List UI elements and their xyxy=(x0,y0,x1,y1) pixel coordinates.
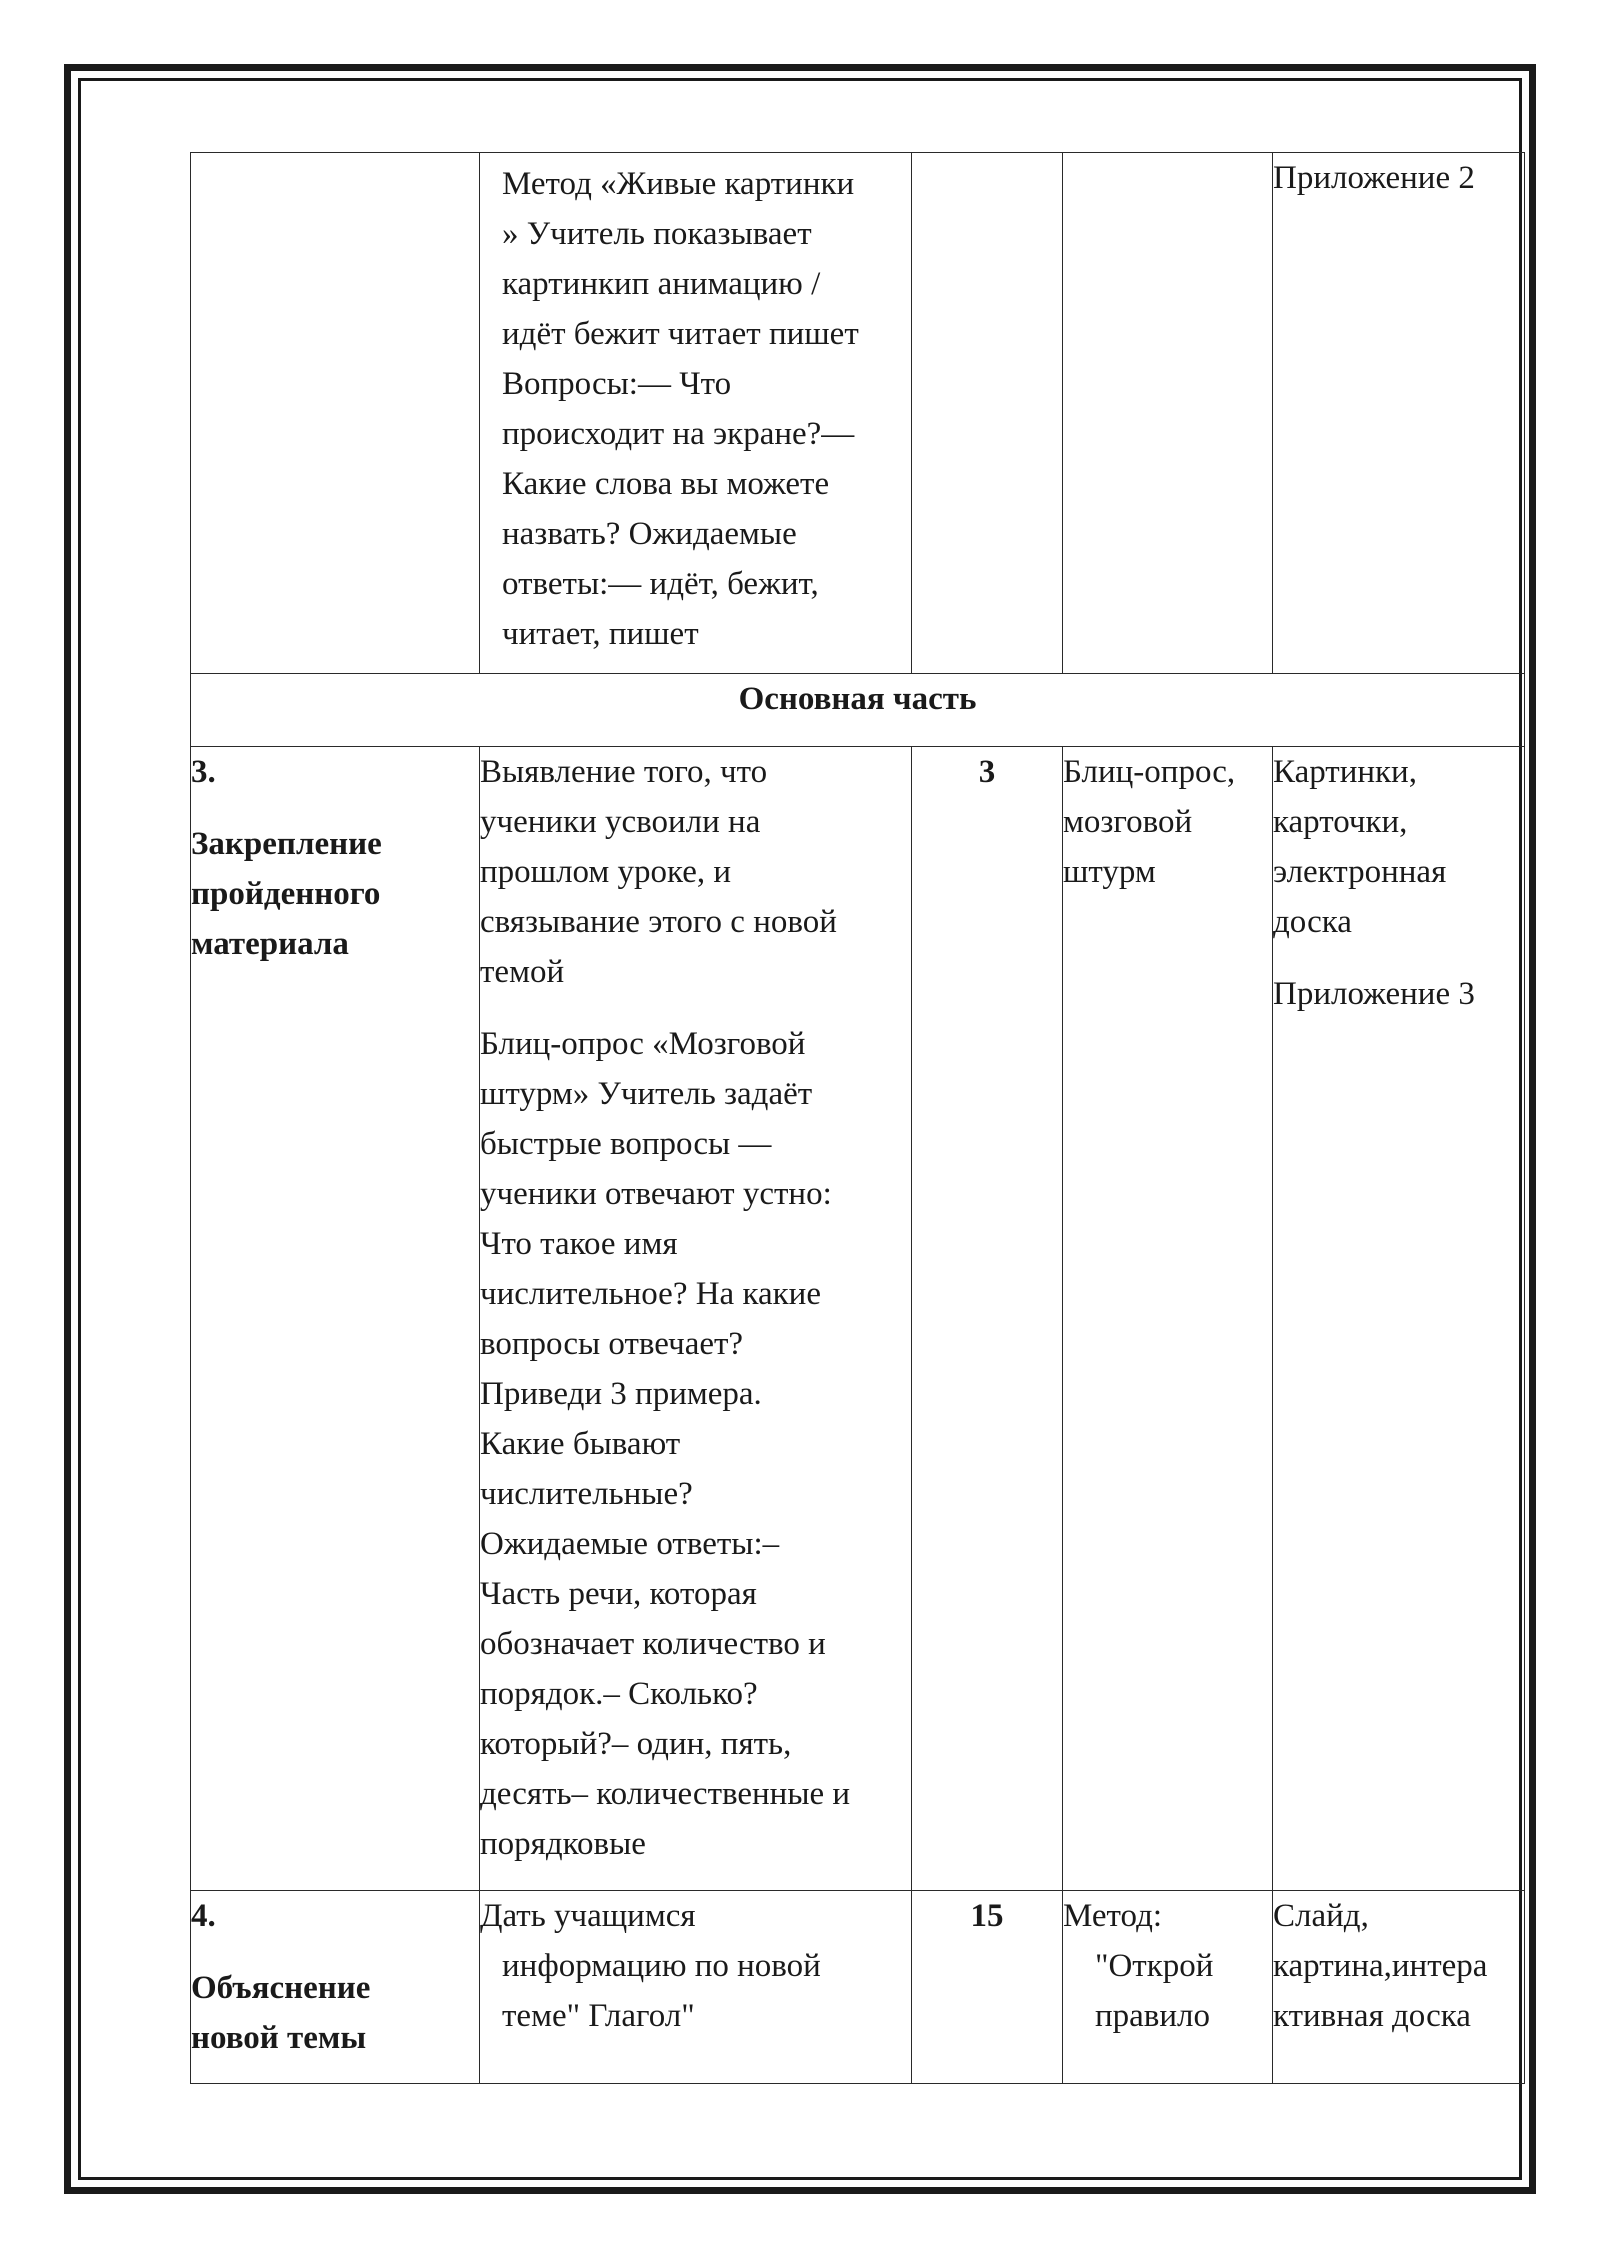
text-line: карточки, xyxy=(1273,804,1408,840)
text-line: Вопросы:— Что xyxy=(502,366,732,402)
resources-cell xyxy=(1273,153,1525,674)
text-line: штурм» Учитель задаёт xyxy=(480,1076,813,1112)
text-line: штурм xyxy=(1063,854,1156,890)
stage-cell xyxy=(191,1891,480,2084)
time-value: 15 xyxy=(970,1898,1004,1934)
text-line: который?– один, пять, xyxy=(480,1726,792,1762)
text-line: порядок.– Сколько? xyxy=(480,1676,758,1712)
section-header-row xyxy=(191,674,1525,747)
goal-text xyxy=(480,747,911,997)
text-line: электронная xyxy=(1273,854,1447,890)
table-row-4 xyxy=(191,1891,1525,2084)
stage-title-line: Объяснение xyxy=(191,1970,371,2006)
text-line: правило xyxy=(1095,1998,1211,2034)
text-line: Слайд, xyxy=(1273,1898,1369,1934)
text-line: картинкип анимацию / xyxy=(502,266,821,302)
table-row-intro xyxy=(191,153,1525,674)
text-line: Метод «Живые картинки xyxy=(502,166,855,202)
stage-number: 4. xyxy=(191,1898,216,1934)
appendix-label: Приложение 3 xyxy=(1273,976,1475,1012)
text-line: быстрые вопросы — xyxy=(480,1126,772,1162)
method-cell xyxy=(1063,747,1273,1891)
text-line: десять– количественные и xyxy=(480,1776,851,1812)
stage-cell-empty xyxy=(191,153,480,674)
table-row-3 xyxy=(191,747,1525,1891)
text-line: читает, пишет xyxy=(502,616,699,652)
text-line: Ожидаемые ответы:– xyxy=(480,1526,780,1562)
text-line: обозначает количество и xyxy=(480,1626,826,1662)
text-line: вопросы отвечает? xyxy=(480,1326,744,1362)
text-line: Какие бывают xyxy=(480,1426,681,1462)
text-line: числительные? xyxy=(480,1476,693,1512)
method-cell-empty xyxy=(1063,153,1273,674)
resources-cell xyxy=(1273,1891,1525,2084)
text-line: "Открой xyxy=(1095,1948,1214,1984)
text-line: Приведи 3 примера. xyxy=(480,1376,762,1412)
text-line: » Учитель показывает xyxy=(502,216,812,252)
text-line: информацию по новой xyxy=(502,1948,821,1984)
text-line: ктивная доска xyxy=(1273,1998,1471,2034)
text-line: Блиц-опрос, xyxy=(1063,754,1236,790)
text-line: Дать учащимся xyxy=(480,1898,696,1934)
text-line: ученики отвечают устно: xyxy=(480,1176,832,1212)
text-line: назвать? Ожидаемые xyxy=(502,516,797,552)
text-line: Какие слова вы можете xyxy=(502,466,830,502)
stage-title-line: материала xyxy=(191,926,349,962)
text-line: ответы:— идёт, бежит, xyxy=(502,566,819,602)
text-line: мозговой xyxy=(1063,804,1193,840)
text-line: происходит на экране?— xyxy=(502,416,855,452)
activity-cell xyxy=(480,747,912,1891)
activity-cell xyxy=(480,153,912,674)
text-line: Выявление того, что xyxy=(480,754,768,790)
text-line: темой xyxy=(480,954,565,990)
time-cell xyxy=(912,747,1063,1891)
section-title: Основная часть xyxy=(191,674,1525,747)
stage-title-line: Закрепление xyxy=(191,826,382,862)
text-line: прошлом уроке, и xyxy=(480,854,732,890)
text-line: ученики усвоили на xyxy=(480,804,761,840)
text-line: идёт бежит читает пишет xyxy=(502,316,859,352)
method-description xyxy=(480,153,911,659)
time-value: 3 xyxy=(978,754,996,790)
activity-text xyxy=(480,1019,911,1869)
text-line: доска xyxy=(1273,904,1352,940)
activity-cell xyxy=(480,1891,912,2084)
text-line: числительное? На какие xyxy=(480,1276,821,1312)
lesson-plan-table xyxy=(190,152,1525,2084)
text-line: теме" Глагол" xyxy=(502,1998,695,2034)
appendix-label: Приложение 2 xyxy=(1273,160,1475,196)
text-line: Что такое имя xyxy=(480,1226,678,1262)
stage-number: 3. xyxy=(191,754,216,790)
time-cell xyxy=(912,1891,1063,2084)
text-line: Картинки, xyxy=(1273,754,1417,790)
time-cell-empty xyxy=(912,153,1063,674)
text-line: порядковые xyxy=(480,1826,646,1862)
text-line: Метод: xyxy=(1063,1898,1163,1934)
resources-cell xyxy=(1273,747,1525,1891)
stage-cell xyxy=(191,747,480,1891)
stage-title-line: пройденного xyxy=(191,876,381,912)
text-line: связывание этого с новой xyxy=(480,904,837,940)
text-line: Часть речи, которая xyxy=(480,1576,757,1612)
stage-title-line: новой темы xyxy=(191,2020,367,2056)
text-line: Блиц-опрос «Мозговой xyxy=(480,1026,806,1062)
text-line: картина,интера xyxy=(1273,1948,1488,1984)
method-cell xyxy=(1063,1891,1273,2084)
